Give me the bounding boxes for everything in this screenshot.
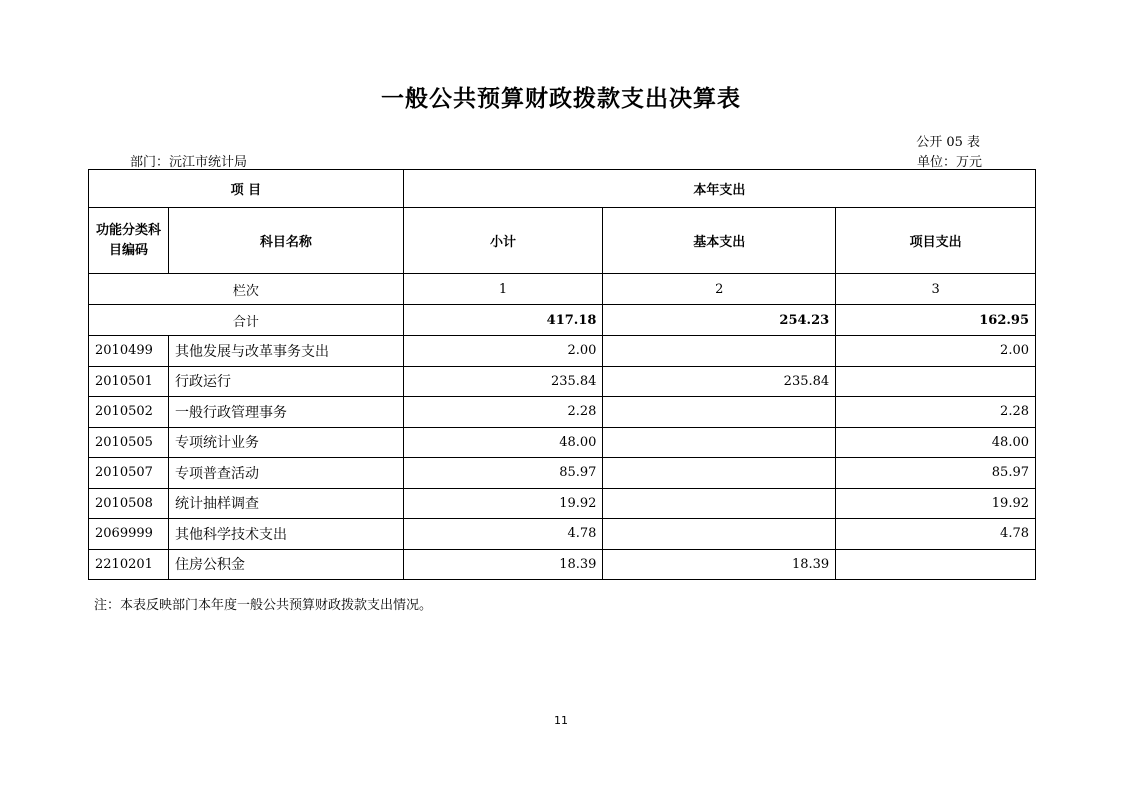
row-name: 一般行政管理事务 — [168, 397, 403, 428]
row-basic — [603, 336, 836, 367]
total-row — [89, 305, 1036, 336]
row-basic — [603, 397, 836, 428]
col-index-3: 3 — [836, 274, 1036, 305]
total-project: 162.95 — [836, 305, 1036, 336]
column-index-row — [89, 274, 1036, 305]
row-name: 其他发展与改革事务支出 — [168, 336, 403, 367]
row-subtotal: 2.00 — [403, 336, 603, 367]
row-subtotal: 4.78 — [403, 519, 603, 550]
header-basic: 基本支出 — [603, 208, 836, 274]
row-code: 2010508 — [89, 488, 169, 519]
col-index-label: 栏次 — [89, 274, 404, 305]
row-code: 2010501 — [89, 366, 169, 397]
department-label: 部门：沅江市统计局 — [130, 155, 248, 170]
form-number: 公开 05 表 — [916, 135, 980, 150]
row-basic — [603, 458, 836, 489]
row-basic: 235.84 — [603, 366, 836, 397]
row-code: 2010499 — [89, 336, 169, 367]
header-current-year: 本年支出 — [403, 170, 1035, 208]
row-name: 行政运行 — [168, 366, 403, 397]
row-name: 住房公积金 — [168, 549, 403, 580]
row-project: 19.92 — [836, 488, 1036, 519]
header-row-1 — [89, 170, 1036, 208]
header-subtotal: 小计 — [403, 208, 603, 274]
total-label: 合计 — [89, 305, 404, 336]
table-row — [89, 397, 1036, 428]
row-code: 2010507 — [89, 458, 169, 489]
row-code: 2210201 — [89, 549, 169, 580]
row-subtotal: 235.84 — [403, 366, 603, 397]
total-subtotal: 417.18 — [403, 305, 603, 336]
row-basic — [603, 427, 836, 458]
col-index-2: 2 — [603, 274, 836, 305]
header-name: 科目名称 — [168, 208, 403, 274]
header-item: 项 目 — [89, 170, 404, 208]
row-project: 2.00 — [836, 336, 1036, 367]
row-subtotal: 85.97 — [403, 458, 603, 489]
header-project: 项目支出 — [836, 208, 1036, 274]
table-row — [89, 366, 1036, 397]
footnote: 注：本表反映部门本年度一般公共预算财政拨款支出情况。 — [94, 598, 433, 613]
table-row — [89, 427, 1036, 458]
header-row-2 — [89, 208, 1036, 274]
table-row — [89, 549, 1036, 580]
row-project — [836, 366, 1036, 397]
row-basic — [603, 519, 836, 550]
row-name: 统计抽样调查 — [168, 488, 403, 519]
row-project: 2.28 — [836, 397, 1036, 428]
row-code: 2069999 — [89, 519, 169, 550]
table-row — [89, 488, 1036, 519]
row-name: 其他科学技术支出 — [168, 519, 403, 550]
row-project: 85.97 — [836, 458, 1036, 489]
col-index-1: 1 — [403, 274, 603, 305]
row-subtotal: 48.00 — [403, 427, 603, 458]
row-name: 专项统计业务 — [168, 427, 403, 458]
row-project: 4.78 — [836, 519, 1036, 550]
header-code: 功能分类科目编码 — [89, 208, 169, 274]
total-basic: 254.23 — [603, 305, 836, 336]
row-code: 2010502 — [89, 397, 169, 428]
row-project — [836, 549, 1036, 580]
expenditure-table — [88, 169, 1036, 580]
row-basic: 18.39 — [603, 549, 836, 580]
row-basic — [603, 488, 836, 519]
page-number: 11 — [554, 714, 568, 727]
row-subtotal: 19.92 — [403, 488, 603, 519]
row-name: 专项普查活动 — [168, 458, 403, 489]
unit-label: 单位：万元 — [916, 155, 982, 170]
table-row — [89, 458, 1036, 489]
row-project: 48.00 — [836, 427, 1036, 458]
document-title: 一般公共预算财政拨款支出决算表 — [381, 86, 741, 112]
row-code: 2010505 — [89, 427, 169, 458]
table-row — [89, 519, 1036, 550]
table-row — [89, 336, 1036, 367]
row-subtotal: 18.39 — [403, 549, 603, 580]
row-subtotal: 2.28 — [403, 397, 603, 428]
